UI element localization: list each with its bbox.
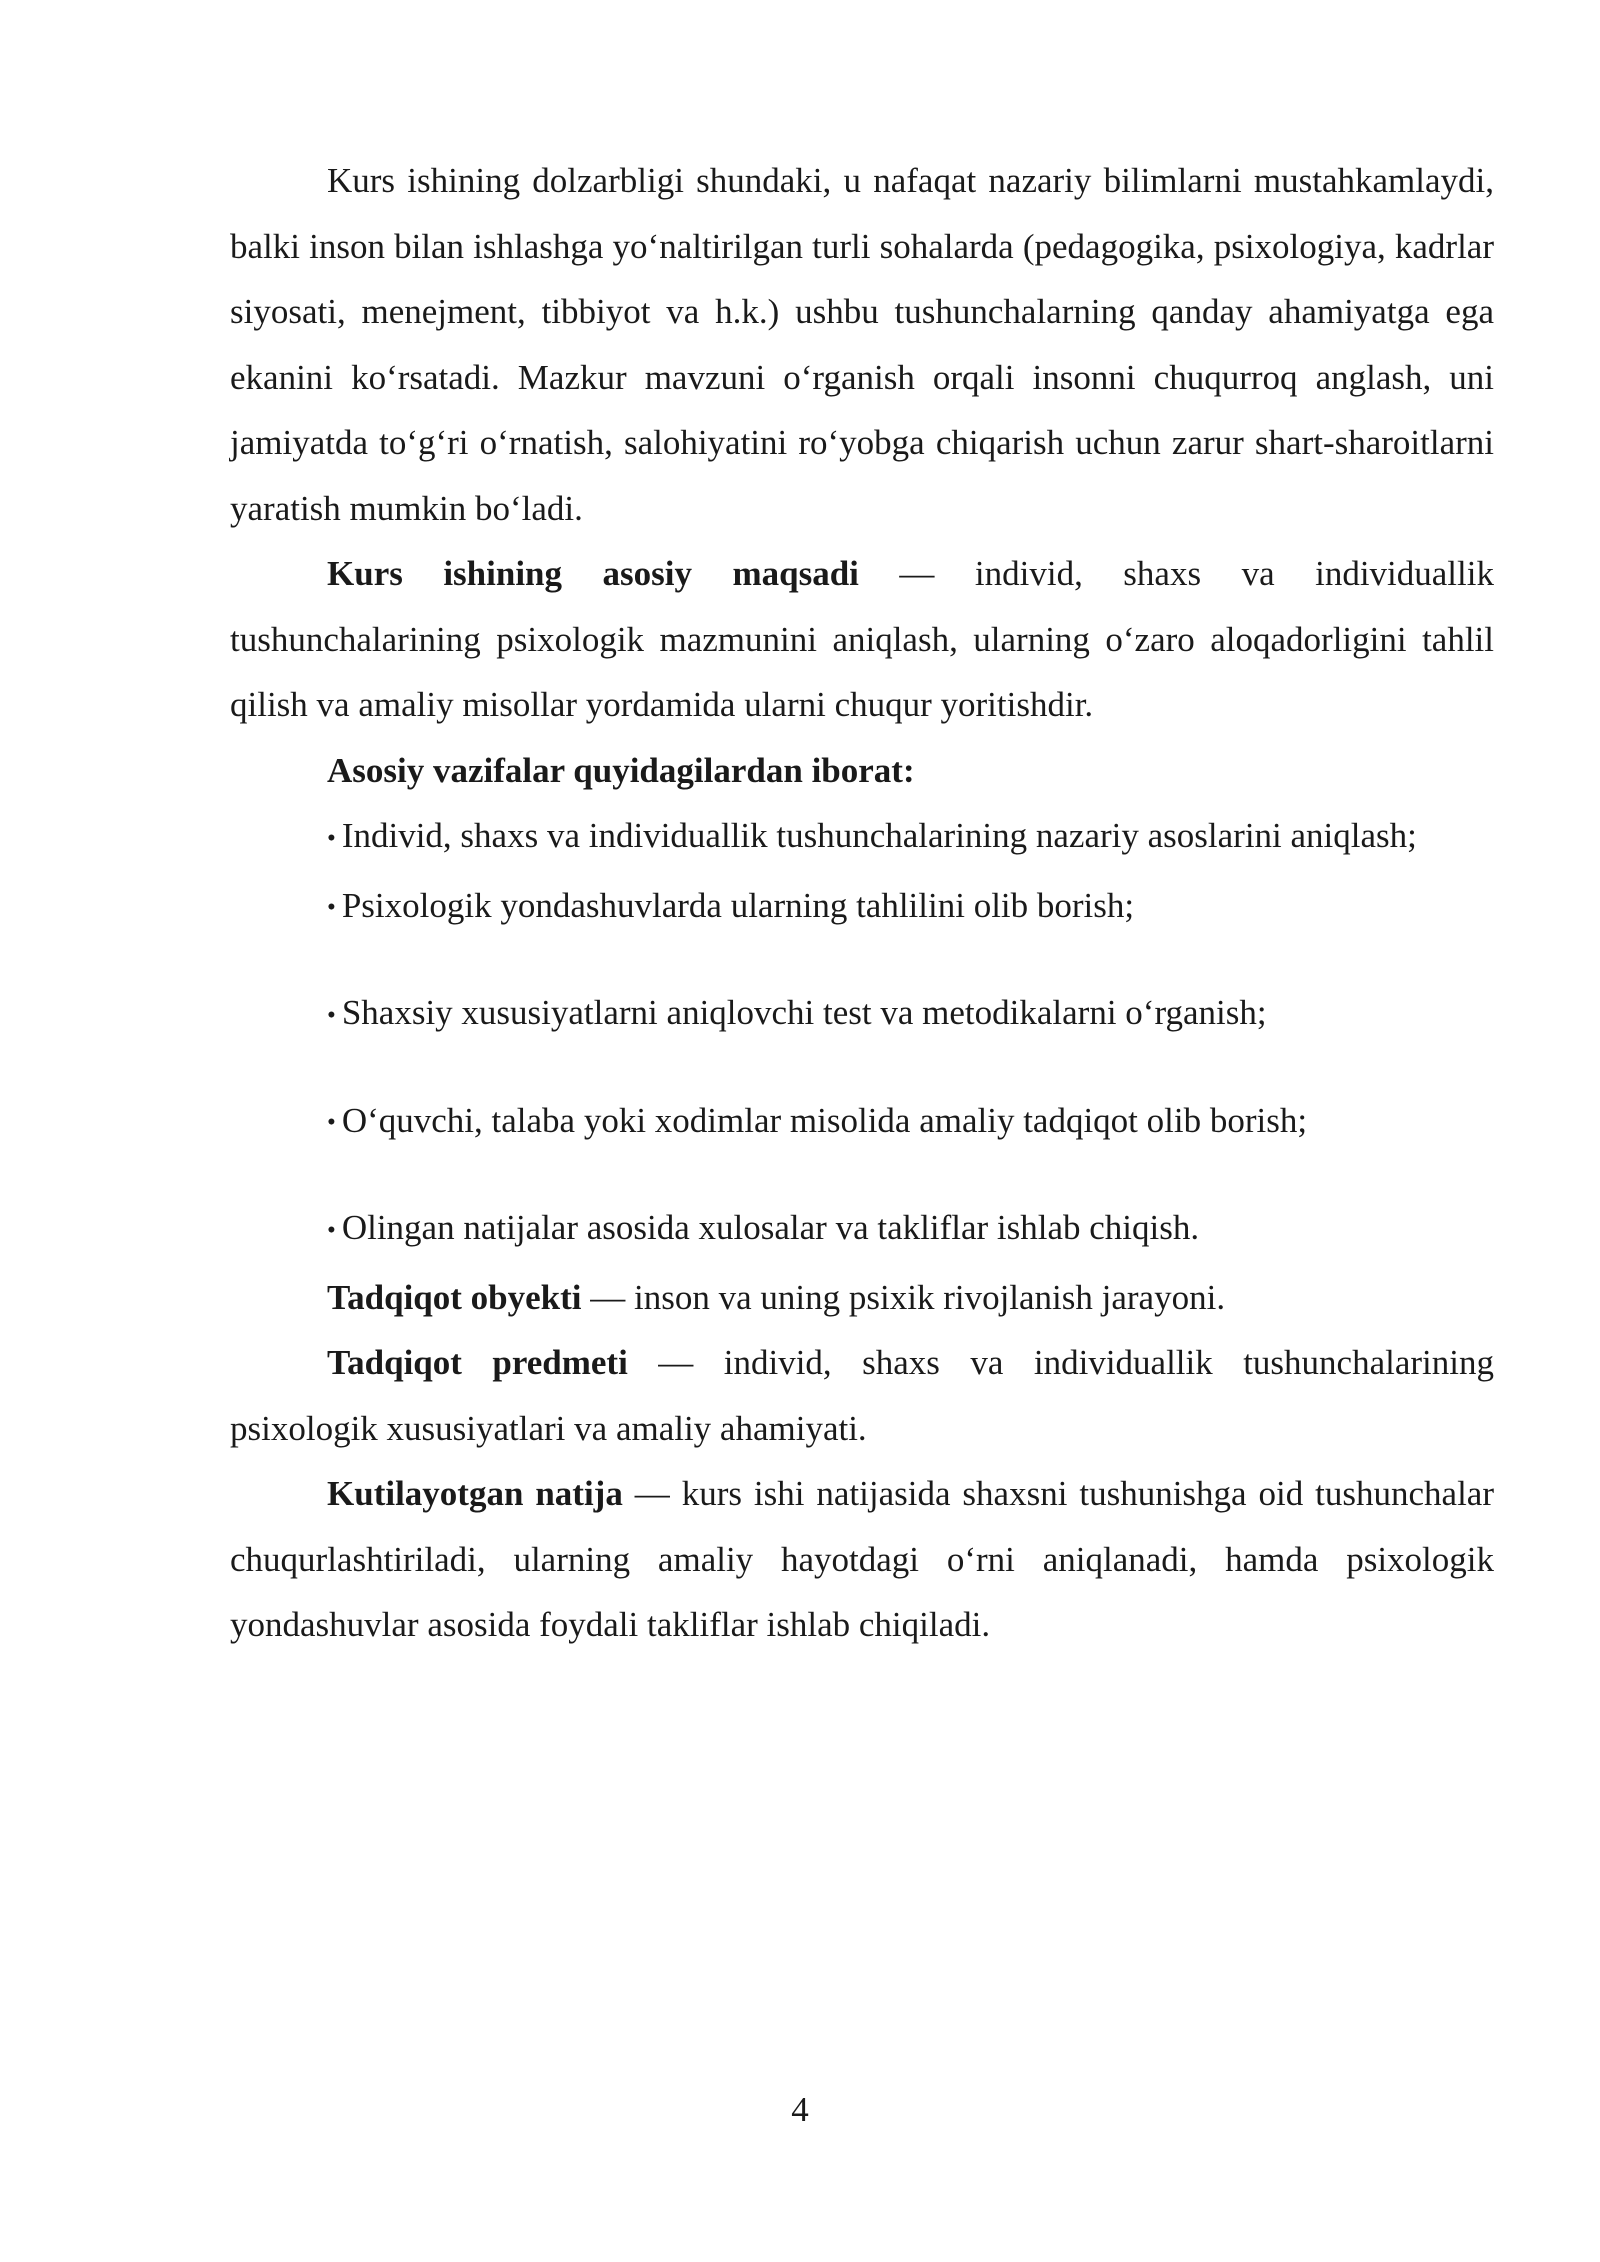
goal-text: — individ, shaxs va individuallik tushunchalarining psixologik mazmunini aniqlash, ularning o‘zaro aloqadorligini tahlil qilish va amaliy misollar yordamida ularni chuqur yoritishdir. (230, 554, 1494, 724)
subject-text: — individ, shaxs va individuallik tushunchalarining psixologik xususiyatlari va amaliy ahamiyati. (230, 1343, 1494, 1448)
document-page (230, 148, 1494, 1658)
subject-paragraph (230, 1330, 1494, 1461)
object-paragraph (230, 1265, 1494, 1331)
bullet-icon: • (327, 1216, 336, 1244)
list-item (230, 873, 1494, 943)
task-text: O‘quvchi, talaba yoki xodimlar misolida amaliy tadqiqot olib borish; (341, 1100, 1308, 1140)
bullet-icon: • (327, 824, 336, 852)
list-item (230, 803, 1494, 873)
bullet-icon: • (327, 1109, 336, 1136)
task-text: Shaxsiy xususiyatlarni aniqlovchi test va metodikalarni o‘rganish; (341, 993, 1267, 1032)
task-text: Psixologik yondashuvlarda ularning tahlilini olib borish; (341, 885, 1135, 925)
bullet-icon: • (327, 894, 336, 921)
goal-label: Kurs ishining asosiy maqsadi (327, 554, 859, 593)
list-item (230, 1088, 1494, 1158)
object-label: Tadqiqot obyekti (327, 1277, 582, 1317)
task-text: Olingan natijalar asosida xulosalar va takliflar ishlab chiqish. (341, 1208, 1200, 1247)
result-text: — kurs ishi natijasida shaxsni tushunishga oid tushunchalar chuqurlashtiriladi, ularning amaliy hayotdagi o‘rni aniqlanadi, hamda psixologik yondashuvlar asosida foydali takliflar ishlab chiqiladi. (230, 1474, 1494, 1644)
task-text: Individ, shaxs va individuallik tushunchalarining nazariy asoslarini aniqlash; (341, 816, 1417, 855)
list-item (230, 980, 1494, 1050)
goal-paragraph (230, 541, 1494, 738)
bullet-icon: • (327, 1001, 336, 1029)
subject-label: Tadqiqot predmeti (327, 1343, 628, 1382)
page-number: 4 (791, 2090, 809, 2129)
list-item (230, 1195, 1494, 1265)
tasks-list (230, 803, 1494, 1265)
result-paragraph (230, 1461, 1494, 1658)
tasks-heading: Asosiy vazifalar quyidagilardan iborat: (327, 750, 915, 790)
relevance-paragraph: Kurs ishining dolzarbligi shundaki, u nafaqat nazariy bilimlarni mustahkamlaydi, balki inson bilan ishlashga yo‘naltirilgan turli sohalarda (pedagogika, psixologiya, kadrlar siyosati, menejment, tibbiyot va h.k.) ushbu tushunchalarning qanday ahamiyatga ega ekanini ko‘rsatadi. Mazkur mavzuni o‘rganish orqali insonni chuqurroq anglash, uni jamiyatda to‘g‘ri o‘rnatish, salohiyatini ro‘yobga chiqarish uchun zarur shart-sharoitlarni yaratish mumkin bo‘ladi. (230, 161, 1494, 528)
object-text: — inson va uning psixik rivojlanish jarayoni. (581, 1277, 1226, 1317)
result-label: Kutilayotgan natija (327, 1474, 623, 1513)
